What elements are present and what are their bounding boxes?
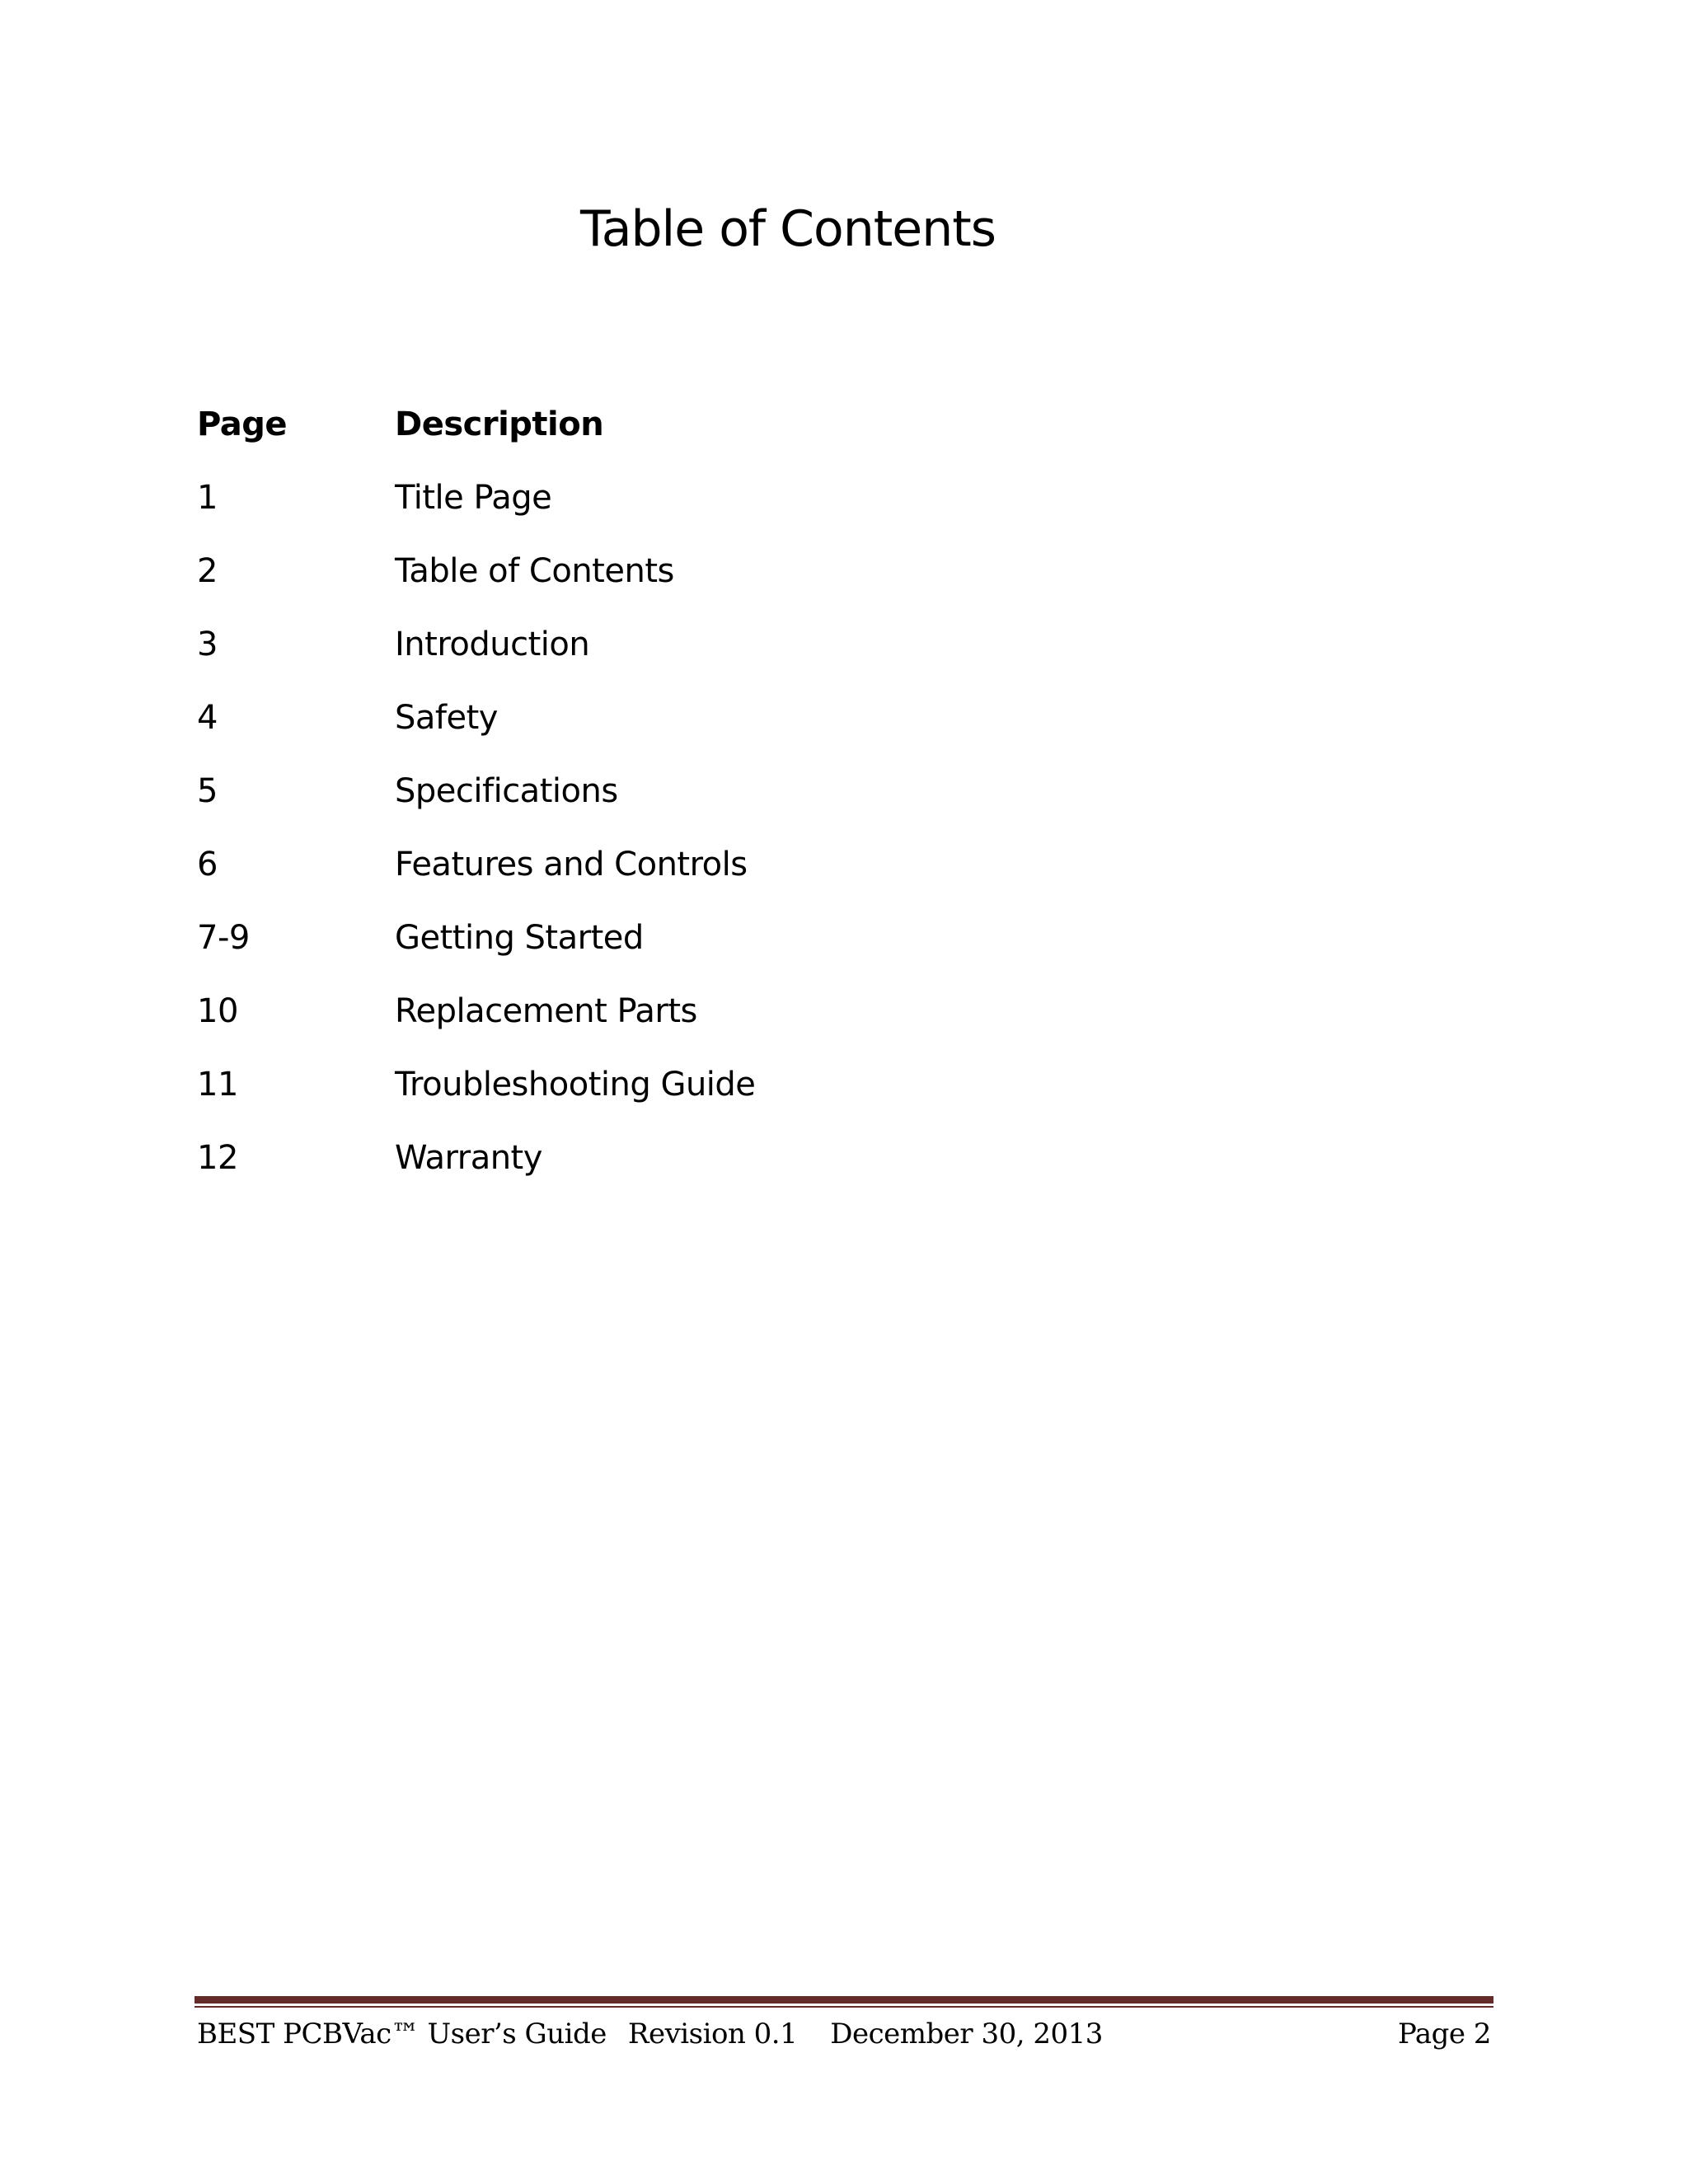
toc-page-number: 6 [197, 845, 218, 883]
toc-description: Safety [395, 698, 498, 737]
toc-row [197, 607, 1433, 681]
toc-description: Table of Contents [395, 551, 674, 590]
toc-description: Replacement Parts [395, 991, 697, 1030]
toc-header-description: Description [395, 405, 604, 443]
toc-description: Troubleshooting Guide [395, 1065, 756, 1104]
page-footer [197, 2009, 1491, 2059]
toc-page-number: 5 [197, 771, 218, 810]
toc-row [197, 901, 1433, 974]
page-title: Table of Contents [579, 200, 996, 258]
toc-page-number: 12 [197, 1138, 238, 1177]
toc-row [197, 534, 1433, 607]
toc-page-number: 2 [197, 551, 218, 590]
footer-guide-title: BEST PCBVac™ User’s Guide [197, 2018, 607, 2050]
toc-page-number: 11 [197, 1065, 238, 1104]
toc-page-number: 7-9 [197, 918, 250, 957]
toc-description: Features and Controls [395, 845, 748, 883]
toc-description: Specifications [395, 771, 618, 810]
toc-page-number: 1 [197, 478, 218, 517]
toc-page-number: 3 [197, 625, 218, 663]
toc-description: Title Page [395, 478, 552, 517]
footer-revision: Revision 0.1 [627, 2018, 798, 2050]
footer-page-number: Page 2 [1398, 2018, 1491, 2050]
toc-header-page: Page [197, 405, 287, 443]
toc-page-number: 10 [197, 991, 238, 1030]
toc-row [197, 1047, 1433, 1121]
toc-description: Introduction [395, 625, 590, 663]
toc-row [197, 974, 1433, 1047]
toc-row [197, 827, 1433, 901]
toc-header-row [197, 387, 1433, 461]
footer-divider-thick [195, 1996, 1493, 2004]
toc-row [197, 681, 1433, 754]
toc-row [197, 1121, 1433, 1194]
toc-page-number: 4 [197, 698, 218, 737]
footer-left [197, 2009, 1103, 2059]
toc-description: Getting Started [395, 918, 644, 957]
toc-description: Warranty [395, 1138, 542, 1177]
toc-table [197, 387, 1433, 1194]
footer-divider-thin [195, 2006, 1493, 2008]
toc-row [197, 461, 1433, 534]
footer-date: December 30, 2013 [830, 2018, 1103, 2050]
toc-row [197, 754, 1433, 827]
